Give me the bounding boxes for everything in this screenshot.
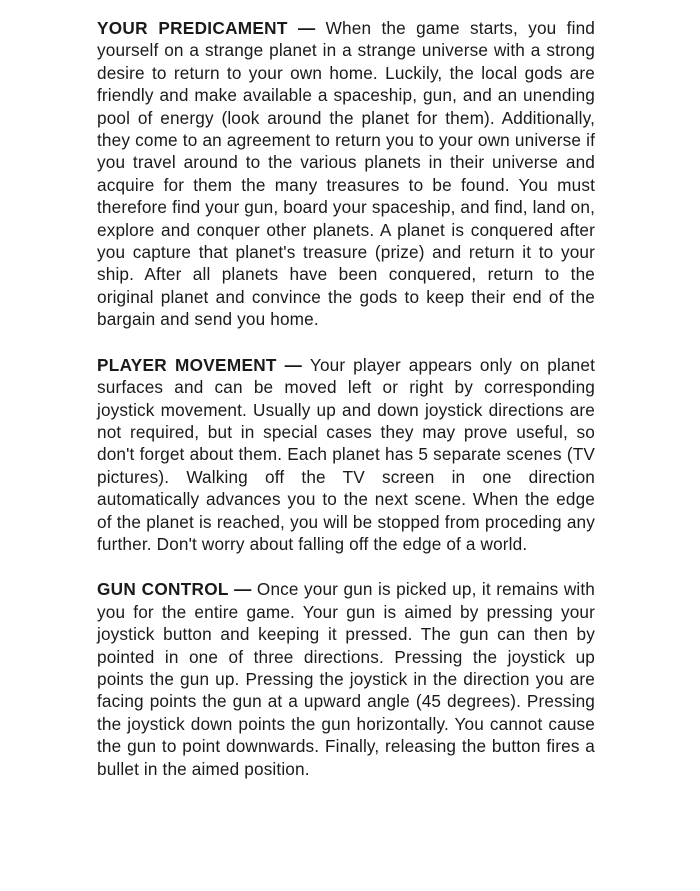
section-paragraph [97,17,595,331]
section-body: Once your gun is picked up, it remains with you for the entire game. Your gun is aimed by pressing your joystick button and keeping it pressed. The gun can then by pointed in one of three directions. Pressing the joystick up points the gun up. Pressing the joystick in the direction you are facing points the gun at a upward angle (45 degrees). Pressing the joystick down points the gun horizontally. You cannot cause the gun to point downwards. Finally, releasing the button fires a bullet in the aimed position. [97,579,595,779]
section-heading: GUN CONTROL [97,579,229,600]
section-paragraph [97,354,595,556]
section-your-predicament [97,17,595,331]
section-gun-control [97,578,595,780]
section-paragraph [97,578,595,780]
section-player-movement [97,354,595,556]
section-body: Your player appears only on planet surfaces and can be moved left or right by corresponding joystick movement. Usually up and down joystick directions are not required, but in special cases they may prove useful, so don't forget about them. Each planet has 5 separate scenes (TV pictures). Walking off the TV screen in one direction automatically advances you to the next scene. When the edge of the planet is reached, you will be stopped from proceding any further. Don't worry about falling off the edge of a world. [97,354,595,554]
heading-dash: — [228,579,257,600]
manual-page [97,17,595,803]
section-body: When the game starts, you find yourself on a strange planet in a strange universe with a strong desire to return to your own home. Luckily, the local gods are friendly and make available a spaceship, gun, and an unending pool of energy (look around the planet for them). Additionally, they come to an agreement to return you to your own universe if you travel around to the various planets in their universe and acquire for them the many treasures to be found. You must therefore find your gun, board your spaceship, and find, land on, explore and conquer other planets. A planet is conquered after you capture that planet's treasure (prize) and return it to your ship. After all planets have been conquered, return to the original planet and convince the gods to keep their end of the bargain and send you home. [97,18,596,330]
heading-dash: — [276,354,310,375]
section-heading: YOUR PREDICAMENT [97,18,288,38]
section-heading: PLAYER MOVEMENT [97,354,277,375]
heading-dash: — [287,18,326,38]
